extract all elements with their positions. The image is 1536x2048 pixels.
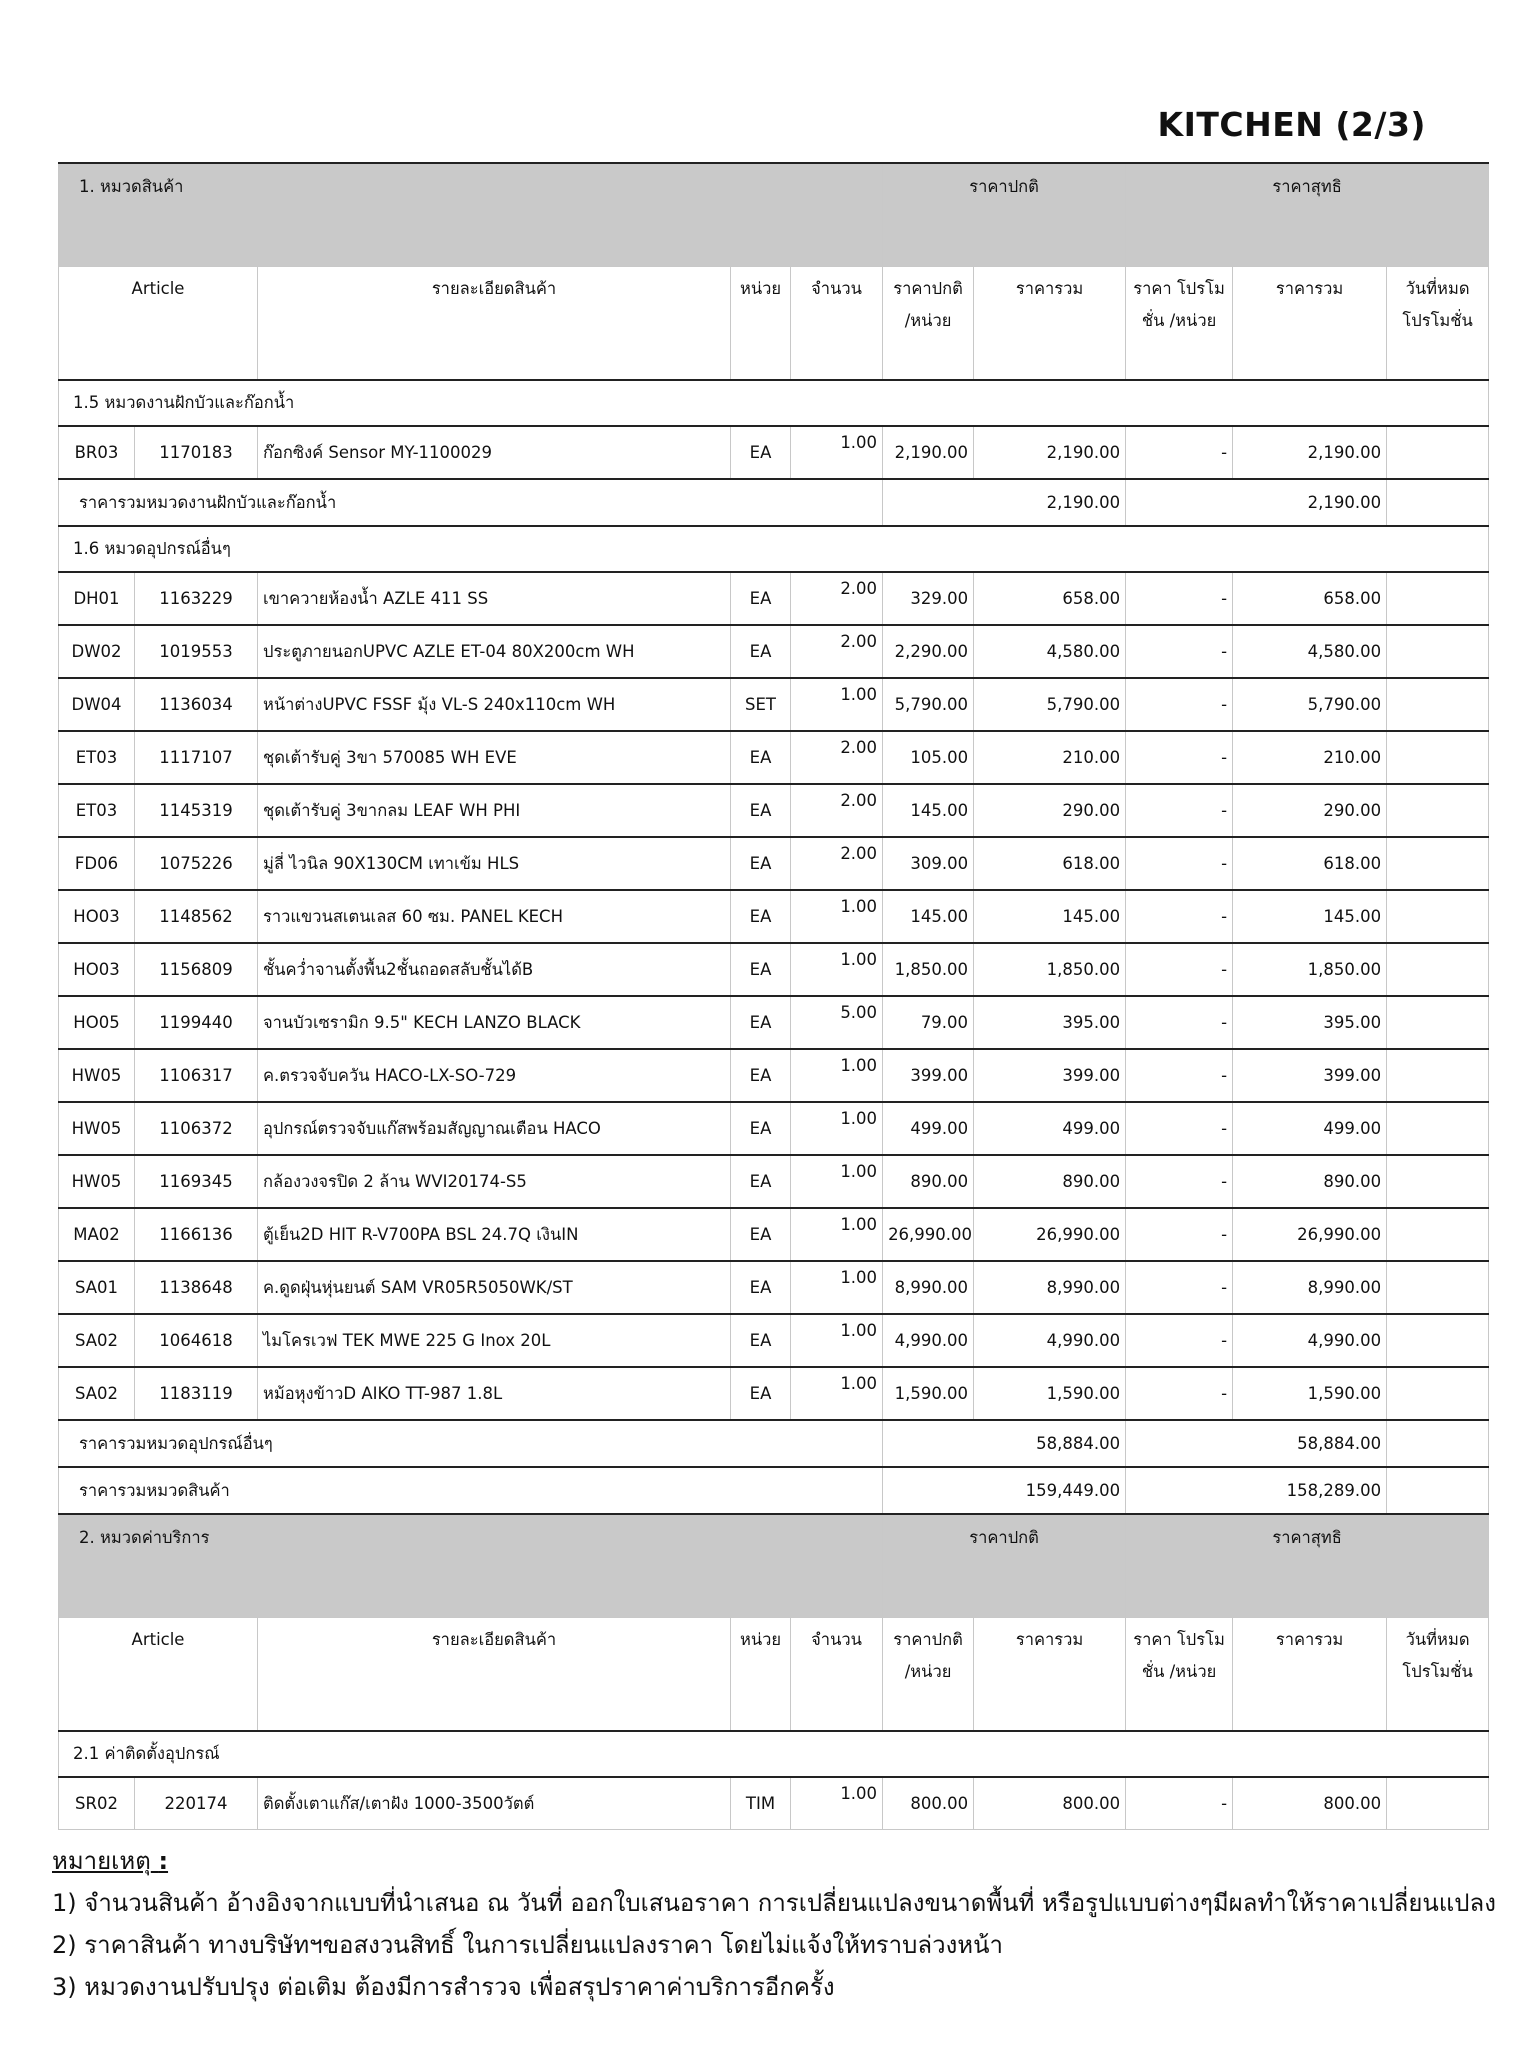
col-total: ราคารวม (974, 1618, 1126, 1732)
item-description: ติดตั้งเตาแก๊ส/เตาฝัง 1000-3500วัตต์ (258, 1777, 731, 1830)
item-total: 1,590.00 (974, 1367, 1126, 1420)
item-net-total: 800.00 (1233, 1777, 1387, 1830)
subtotal-empty (1387, 1420, 1489, 1467)
col-description: รายละเอียดสินค้า (258, 1618, 731, 1732)
item-article: 1169345 (135, 1155, 258, 1208)
item-unit: EA (731, 572, 791, 625)
item-unit: EA (731, 1261, 791, 1314)
item-promo-price: - (1126, 625, 1233, 678)
item-description: หม้อหุงข้าวD AIKO TT-987 1.8L (258, 1367, 731, 1420)
table-row (59, 1261, 1489, 1314)
item-article: 1075226 (135, 837, 258, 890)
item-qty: 1.00 (791, 1208, 883, 1261)
item-promo-end (1387, 731, 1489, 784)
item-promo-price: - (1126, 1314, 1233, 1367)
item-article: 1163229 (135, 572, 258, 625)
group-title-row (59, 526, 1489, 572)
item-unit: EA (731, 1049, 791, 1102)
notes-colon: : (158, 1847, 169, 1875)
item-promo-end (1387, 678, 1489, 731)
item-total: 210.00 (974, 731, 1126, 784)
item-net-total: 8,990.00 (1233, 1261, 1387, 1314)
item-description: ไมโครเวฟ TEK MWE 225 G Inox 20L (258, 1314, 731, 1367)
subtotal-net: 58,884.00 (1126, 1420, 1387, 1467)
item-promo-price: - (1126, 1367, 1233, 1420)
item-article: 1148562 (135, 890, 258, 943)
item-article: 1199440 (135, 996, 258, 1049)
item-promo-end (1387, 1777, 1489, 1830)
item-code: ET03 (59, 784, 135, 837)
table-row (59, 426, 1489, 479)
subtotal-total: 58,884.00 (883, 1420, 1126, 1467)
item-qty: 2.00 (791, 837, 883, 890)
item-unit: EA (731, 1102, 791, 1155)
item-promo-end (1387, 996, 1489, 1049)
item-promo-price: - (1126, 1155, 1233, 1208)
column-header-row (59, 1618, 1489, 1732)
net-price-header: ราคาสุทธิ (1126, 1514, 1489, 1618)
col-promo-end: วันที่หมด โปรโมชั่น (1387, 1618, 1489, 1732)
item-unit: EA (731, 784, 791, 837)
subtotal-row (59, 1467, 1489, 1514)
subtotal-empty (1387, 479, 1489, 526)
subtotal-total: 159,449.00 (883, 1467, 1126, 1514)
item-total: 8,990.00 (974, 1261, 1126, 1314)
item-code: HO03 (59, 943, 135, 996)
item-unit-price: 5,790.00 (883, 678, 974, 731)
item-promo-price: - (1126, 1049, 1233, 1102)
item-unit: TIM (731, 1777, 791, 1830)
item-code: FD06 (59, 837, 135, 890)
item-net-total: 890.00 (1233, 1155, 1387, 1208)
group-title-row (59, 380, 1489, 426)
item-promo-price: - (1126, 996, 1233, 1049)
col-qty: จำนวน (791, 1618, 883, 1732)
group-title: 2.1 ค่าติดตั้งอุปกรณ์ (59, 1731, 1489, 1777)
item-total: 499.00 (974, 1102, 1126, 1155)
table-row (59, 572, 1489, 625)
net-price-header: ราคาสุทธิ (1126, 163, 1489, 267)
item-promo-price: - (1126, 678, 1233, 731)
item-code: DW02 (59, 625, 135, 678)
item-code: DW04 (59, 678, 135, 731)
col-article: Article (59, 1618, 258, 1732)
item-promo-price: - (1126, 1261, 1233, 1314)
item-description: เขาควายห้องน้ำ AZLE 411 SS (258, 572, 731, 625)
item-unit-price: 329.00 (883, 572, 974, 625)
item-qty: 1.00 (791, 890, 883, 943)
item-code: SR02 (59, 1777, 135, 1830)
col-promo-price: ราคา โปรโมชั่น /หน่วย (1126, 267, 1233, 381)
item-promo-end (1387, 1155, 1489, 1208)
item-promo-end (1387, 1367, 1489, 1420)
normal-price-header: ราคาปกติ (883, 163, 1126, 267)
subtotal-total: 2,190.00 (883, 479, 1126, 526)
item-article: 1166136 (135, 1208, 258, 1261)
item-article: 1019553 (135, 625, 258, 678)
item-qty: 1.00 (791, 1367, 883, 1420)
col-unit: หน่วย (731, 1618, 791, 1732)
category-title: 2. หมวดค่าบริการ (59, 1514, 883, 1618)
table-row (59, 625, 1489, 678)
table-row (59, 678, 1489, 731)
item-unit-price: 890.00 (883, 1155, 974, 1208)
item-qty: 1.00 (791, 1102, 883, 1155)
item-total: 618.00 (974, 837, 1126, 890)
item-promo-price: - (1126, 890, 1233, 943)
page-title: KITCHEN (2/3) (1157, 105, 1426, 144)
item-total: 399.00 (974, 1049, 1126, 1102)
item-unit: EA (731, 1155, 791, 1208)
subtotal-label: ราคารวมหมวดสินค้า (59, 1467, 883, 1514)
item-article: 1170183 (135, 426, 258, 479)
item-total: 890.00 (974, 1155, 1126, 1208)
item-code: BR03 (59, 426, 135, 479)
item-promo-end (1387, 943, 1489, 996)
item-code: MA02 (59, 1208, 135, 1261)
item-net-total: 5,790.00 (1233, 678, 1387, 731)
item-code: ET03 (59, 731, 135, 784)
col-article: Article (59, 267, 258, 381)
item-code: SA01 (59, 1261, 135, 1314)
item-unit: EA (731, 1208, 791, 1261)
col-promo-end: วันที่หมด โปรโมชั่น (1387, 267, 1489, 381)
item-code: HO05 (59, 996, 135, 1049)
item-unit-price: 499.00 (883, 1102, 974, 1155)
item-description: ชุดเต้ารับคู่ 3ขากลม LEAF WH PHI (258, 784, 731, 837)
group-title: 1.5 หมวดงานฝักบัวและก๊อกน้ำ (59, 380, 1489, 426)
item-net-total: 145.00 (1233, 890, 1387, 943)
item-description: ราวแขวนสเตนเลส 60 ซม. PANEL KECH (258, 890, 731, 943)
item-unit-price: 8,990.00 (883, 1261, 974, 1314)
category-header-row (59, 1514, 1489, 1618)
item-unit: EA (731, 996, 791, 1049)
item-qty: 2.00 (791, 731, 883, 784)
item-total: 4,990.00 (974, 1314, 1126, 1367)
item-promo-end (1387, 784, 1489, 837)
item-unit: SET (731, 678, 791, 731)
table-row (59, 1049, 1489, 1102)
item-description: หน้าต่างUPVC FSSF มุ้ง VL-S 240x110cm WH (258, 678, 731, 731)
col-description: รายละเอียดสินค้า (258, 267, 731, 381)
item-net-total: 399.00 (1233, 1049, 1387, 1102)
item-net-total: 210.00 (1233, 731, 1387, 784)
item-article: 1117107 (135, 731, 258, 784)
notes-heading: หมายเหตุ (52, 1847, 151, 1875)
note-item: 3) หมวดงานปรับปรุง ต่อเติม ต้องมีการสำรวจ เพื่อสรุปราคาค่าบริการอีกครั้ง (52, 1973, 835, 2001)
item-qty: 1.00 (791, 678, 883, 731)
item-total: 26,990.00 (974, 1208, 1126, 1261)
item-promo-end (1387, 1208, 1489, 1261)
item-total: 5,790.00 (974, 678, 1126, 731)
item-promo-end (1387, 1049, 1489, 1102)
item-unit-price: 105.00 (883, 731, 974, 784)
item-qty: 5.00 (791, 996, 883, 1049)
item-unit: EA (731, 837, 791, 890)
subtotal-row (59, 479, 1489, 526)
item-total: 1,850.00 (974, 943, 1126, 996)
item-net-total: 26,990.00 (1233, 1208, 1387, 1261)
item-total: 4,580.00 (974, 625, 1126, 678)
table-row (59, 1367, 1489, 1420)
normal-price-header: ราคาปกติ (883, 1514, 1126, 1618)
item-article: 1136034 (135, 678, 258, 731)
category-header-row (59, 163, 1489, 267)
item-qty: 1.00 (791, 1314, 883, 1367)
table-row (59, 890, 1489, 943)
item-article: 1064618 (135, 1314, 258, 1367)
item-promo-price: - (1126, 1102, 1233, 1155)
item-net-total: 1,850.00 (1233, 943, 1387, 996)
item-description: อุปกรณ์ตรวจจับแก๊สพร้อมสัญญาณเตือน HACO (258, 1102, 731, 1155)
table-row (59, 731, 1489, 784)
item-unit: EA (731, 426, 791, 479)
subtotal-label: ราคารวมหมวดอุปกรณ์อื่นๆ (59, 1420, 883, 1467)
item-total: 145.00 (974, 890, 1126, 943)
item-unit: EA (731, 625, 791, 678)
table-row (59, 1155, 1489, 1208)
table-row (59, 1208, 1489, 1261)
item-article: 1138648 (135, 1261, 258, 1314)
item-promo-end (1387, 1314, 1489, 1367)
item-description: ก๊อกซิงค์ Sensor MY-1100029 (258, 426, 731, 479)
item-unit-price: 800.00 (883, 1777, 974, 1830)
item-unit-price: 79.00 (883, 996, 974, 1049)
col-unit: หน่วย (731, 267, 791, 381)
item-promo-price: - (1126, 943, 1233, 996)
item-qty: 1.00 (791, 1155, 883, 1208)
table-row (59, 1314, 1489, 1367)
item-code: HW05 (59, 1102, 135, 1155)
item-description: มู่ลี่ ไวนิล 90X130CM เทาเข้ม HLS (258, 837, 731, 890)
item-code: DH01 (59, 572, 135, 625)
column-header-row (59, 267, 1489, 381)
item-qty: 2.00 (791, 572, 883, 625)
subtotal-row (59, 1420, 1489, 1467)
subtotal-empty (1387, 1467, 1489, 1514)
item-description: ประตูภายนอกUPVC AZLE ET-04 80X200cm WH (258, 625, 731, 678)
item-unit-price: 309.00 (883, 837, 974, 890)
group-title-row (59, 1731, 1489, 1777)
table-row (59, 837, 1489, 890)
item-article: 1145319 (135, 784, 258, 837)
item-article: 220174 (135, 1777, 258, 1830)
item-unit: EA (731, 943, 791, 996)
item-description: จานบัวเซรามิก 9.5" KECH LANZO BLACK (258, 996, 731, 1049)
item-unit-price: 2,190.00 (883, 426, 974, 479)
item-total: 2,190.00 (974, 426, 1126, 479)
item-promo-price: - (1126, 1777, 1233, 1830)
item-net-total: 499.00 (1233, 1102, 1387, 1155)
item-promo-price: - (1126, 572, 1233, 625)
col-net-total: ราคารวม (1233, 267, 1387, 381)
item-promo-end (1387, 1261, 1489, 1314)
item-promo-price: - (1126, 837, 1233, 890)
item-unit-price: 399.00 (883, 1049, 974, 1102)
item-net-total: 395.00 (1233, 996, 1387, 1049)
item-net-total: 2,190.00 (1233, 426, 1387, 479)
item-promo-price: - (1126, 784, 1233, 837)
item-description: ชั้นคว่ำจานตั้งพื้น2ชั้นถอดสลับชั้นได้B (258, 943, 731, 996)
item-code: HW05 (59, 1049, 135, 1102)
item-total: 395.00 (974, 996, 1126, 1049)
item-promo-price: - (1126, 426, 1233, 479)
item-unit: EA (731, 731, 791, 784)
item-article: 1106317 (135, 1049, 258, 1102)
item-unit: EA (731, 1314, 791, 1367)
item-qty: 1.00 (791, 943, 883, 996)
table-row (59, 996, 1489, 1049)
item-unit-price: 1,850.00 (883, 943, 974, 996)
col-net-total: ราคารวม (1233, 1618, 1387, 1732)
item-promo-price: - (1126, 731, 1233, 784)
item-promo-price: - (1126, 1208, 1233, 1261)
item-article: 1106372 (135, 1102, 258, 1155)
group-title: 1.6 หมวดอุปกรณ์อื่นๆ (59, 526, 1489, 572)
item-description: ชุดเต้ารับคู่ 3ขา 570085 WH EVE (258, 731, 731, 784)
item-description: ตู้เย็น2D HIT R-V700PA BSL 24.7Q เงินIN (258, 1208, 731, 1261)
subtotal-net: 2,190.00 (1126, 479, 1387, 526)
table-row (59, 943, 1489, 996)
category-title: 1. หมวดสินค้า (59, 163, 883, 267)
item-code: SA02 (59, 1367, 135, 1420)
col-promo-price: ราคา โปรโมชั่น /หน่วย (1126, 1618, 1233, 1732)
table-row (59, 784, 1489, 837)
notes (52, 1840, 1496, 2008)
item-total: 800.00 (974, 1777, 1126, 1830)
item-qty: 2.00 (791, 625, 883, 678)
item-description: กล้องวงจรปิด 2 ล้าน WVI20174-S5 (258, 1155, 731, 1208)
item-unit: EA (731, 890, 791, 943)
item-net-total: 4,990.00 (1233, 1314, 1387, 1367)
item-article: 1156809 (135, 943, 258, 996)
item-unit-price: 145.00 (883, 890, 974, 943)
item-article: 1183119 (135, 1367, 258, 1420)
item-qty: 1.00 (791, 1777, 883, 1830)
item-qty: 1.00 (791, 426, 883, 479)
subtotal-net: 158,289.00 (1126, 1467, 1387, 1514)
item-unit-price: 26,990.00 (883, 1208, 974, 1261)
col-total: ราคารวม (974, 267, 1126, 381)
item-total: 658.00 (974, 572, 1126, 625)
col-unit-price: ราคาปกติ /หน่วย (883, 1618, 974, 1732)
item-unit: EA (731, 1367, 791, 1420)
item-net-total: 658.00 (1233, 572, 1387, 625)
table-row (59, 1777, 1489, 1830)
quotation-table (58, 162, 1489, 1830)
table-row (59, 1102, 1489, 1155)
item-description: ค.ตรวจจับควัน HACO-LX-SO-729 (258, 1049, 731, 1102)
col-unit-price: ราคาปกติ /หน่วย (883, 267, 974, 381)
item-promo-end (1387, 1102, 1489, 1155)
item-unit-price: 1,590.00 (883, 1367, 974, 1420)
item-qty: 2.00 (791, 784, 883, 837)
item-promo-end (1387, 572, 1489, 625)
col-qty: จำนวน (791, 267, 883, 381)
item-promo-end (1387, 837, 1489, 890)
item-code: HO03 (59, 890, 135, 943)
item-total: 290.00 (974, 784, 1126, 837)
item-unit-price: 4,990.00 (883, 1314, 974, 1367)
item-net-total: 290.00 (1233, 784, 1387, 837)
item-qty: 1.00 (791, 1261, 883, 1314)
item-code: SA02 (59, 1314, 135, 1367)
item-unit-price: 2,290.00 (883, 625, 974, 678)
item-description: ค.ดูดฝุ่นหุ่นยนต์ SAM VR05R5050WK/ST (258, 1261, 731, 1314)
item-unit-price: 145.00 (883, 784, 974, 837)
item-net-total: 4,580.00 (1233, 625, 1387, 678)
item-net-total: 1,590.00 (1233, 1367, 1387, 1420)
item-code: HW05 (59, 1155, 135, 1208)
item-promo-end (1387, 625, 1489, 678)
note-item: 2) ราคาสินค้า ทางบริษัทฯขอสงวนสิทธิ์ ในการเปลี่ยนแปลงราคา โดยไม่แจ้งให้ทราบล่วงหน้า (52, 1931, 1003, 1959)
item-promo-end (1387, 890, 1489, 943)
item-promo-end (1387, 426, 1489, 479)
item-net-total: 618.00 (1233, 837, 1387, 890)
note-item: 1) จำนวนสินค้า อ้างอิงจากแบบที่นำเสนอ ณ วันที่ ออกใบเสนอราคา การเปลี่ยนแปลงขนาดพื้นที่ หรือรูปแบบต่างๆมีผลทำให้ราคาเปลี่ยนแปลง (52, 1889, 1496, 1917)
item-qty: 1.00 (791, 1049, 883, 1102)
subtotal-label: ราคารวมหมวดงานฝักบัวและก๊อกน้ำ (59, 479, 883, 526)
